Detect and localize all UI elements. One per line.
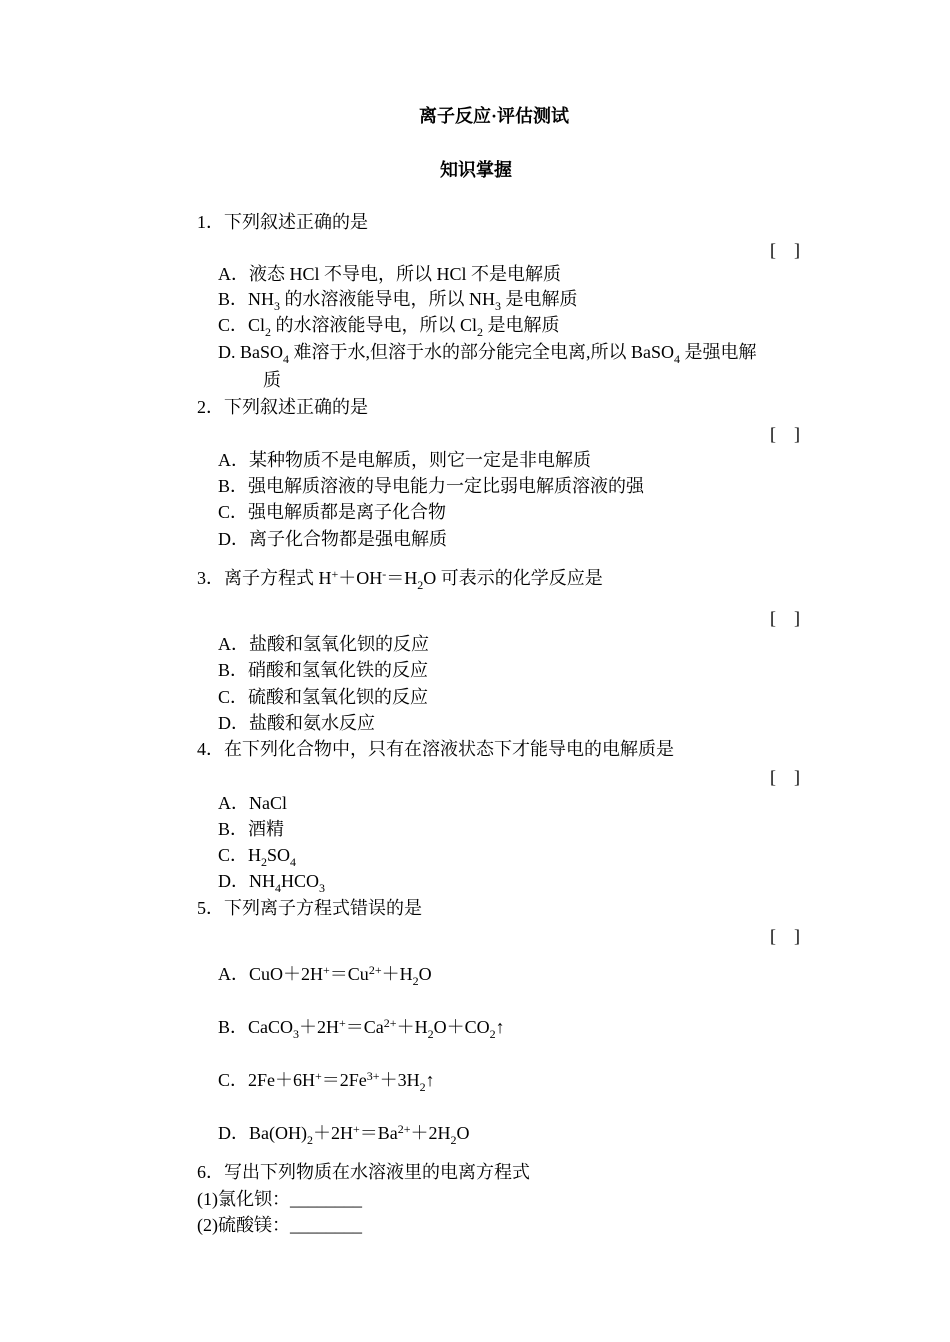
question-2-option-b: B．强电解质溶液的导电能力一定比弱电解质溶液的强	[218, 476, 645, 496]
question-4-option-a: A．NaCl	[218, 793, 287, 813]
question-1-option-d: D. BaSO$_4$ 难溶于水,但溶于水的部分能完全电离,所以 BaSO$_4$ 是强电解	[218, 342, 757, 366]
question-1-option-d-continuation: 质	[263, 370, 281, 390]
question-2-answer-bracket[interactable]: [ ]	[770, 424, 800, 444]
question-4-stem: 4．在下列化合物中，只有在溶液状态下才能导电的电解质是	[197, 739, 674, 759]
section-heading: 知识掌握	[440, 160, 512, 180]
question-4-option-c: C．$H_2SO_4$	[218, 845, 297, 869]
question-6-item-1[interactable]: (1)氯化钡：________	[197, 1189, 362, 1209]
question-1-option-b: B．$NH_3$ 的水溶液能导电，所以 $NH_3$ 是电解质	[218, 289, 578, 313]
question-1-stem: 1．下列叙述正确的是	[197, 212, 368, 232]
question-6-item-2[interactable]: (2)硫酸镁：________	[197, 1215, 362, 1235]
question-4-option-b: B．酒精	[218, 819, 285, 839]
question-3-option-b: B．硝酸和氢氧化铁的反应	[218, 660, 429, 680]
question-1-answer-bracket[interactable]: [ ]	[770, 240, 800, 260]
question-5-option-c: C．$2Fe+6H^+=2Fe^{3+}+3H_2↑$	[218, 1069, 435, 1094]
question-1-option-a: A．液态 HCl 不导电，所以 HCl 不是电解质	[218, 264, 562, 284]
question-1-option-c: C．$Cl_2$ 的水溶液能导电，所以 $Cl_2$ 是电解质	[218, 315, 560, 339]
question-5-answer-bracket[interactable]: [ ]	[770, 926, 800, 946]
page-title: 离子反应·评估测试	[419, 106, 570, 126]
question-5-option-d: D．$Ba(OH)_2+2H^+=Ba^{2+}+2H_2O$	[218, 1122, 470, 1147]
question-3-option-d: D．盐酸和氨水反应	[218, 713, 375, 733]
question-3-answer-bracket[interactable]: [ ]	[770, 608, 800, 628]
question-2-option-c: C．强电解质都是离子化合物	[218, 502, 447, 522]
question-6-stem: 6．写出下列物质在水溶液里的电离方程式	[197, 1162, 530, 1182]
question-5-stem: 5．下列离子方程式错误的是	[197, 898, 422, 918]
question-5-option-a: A．$CuO+2H^+=Cu^{2+}+H_2O$	[218, 963, 432, 988]
question-3-stem: 3．离子方程式 $H^++OH^-=H_2O$ 可表示的化学反应是	[197, 567, 603, 592]
question-4-option-d: D．$NH_4HCO_3$	[218, 871, 326, 895]
question-3-option-c: C．硫酸和氢氧化钡的反应	[218, 687, 429, 707]
question-4-answer-bracket[interactable]: [ ]	[770, 767, 800, 787]
question-2-stem: 2．下列叙述正确的是	[197, 397, 368, 417]
question-2-option-d: D．离子化合物都是强电解质	[218, 529, 447, 549]
question-3-option-a: A．盐酸和氢氧化钡的反应	[218, 634, 429, 654]
question-2-option-a: A．某种物质不是电解质，则它一定是非电解质	[218, 450, 591, 470]
question-5-option-b: B．$CaCO_3+2H^+=Ca^{2+}+H_2O+CO_2↑$	[218, 1016, 505, 1041]
